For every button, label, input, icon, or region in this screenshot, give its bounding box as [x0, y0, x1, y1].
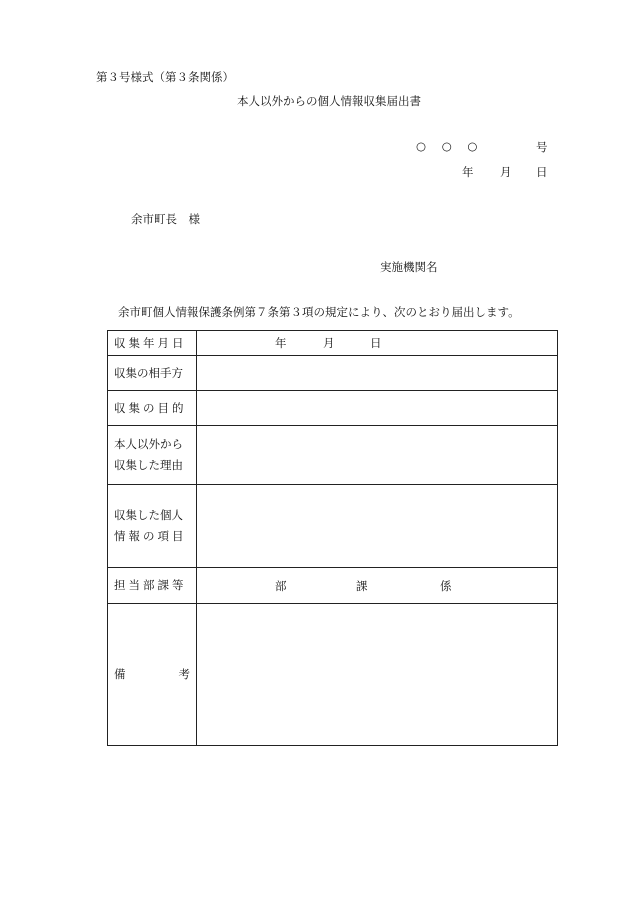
counterpart-field[interactable] — [197, 356, 558, 391]
items-label — [108, 485, 197, 568]
reason-label-line2: 収集した理由 — [114, 458, 183, 472]
field-day-label: 日 — [370, 336, 382, 350]
date-day-label: 日 — [536, 165, 548, 179]
row-remarks — [108, 604, 558, 746]
purpose-field[interactable] — [197, 391, 558, 426]
row-collection-date — [108, 331, 558, 356]
date-month-label: 月 — [500, 165, 512, 179]
row-counterpart — [108, 356, 558, 391]
items-label-line1: 収集した個人 — [114, 508, 183, 522]
field-year-label: 年 — [275, 336, 287, 350]
collection-date-field[interactable] — [197, 331, 558, 356]
reference-number-suffix: 号 — [536, 140, 548, 154]
department-field[interactable] — [197, 568, 558, 604]
reason-field[interactable] — [197, 426, 558, 485]
date-year-label: 年 — [462, 165, 474, 179]
statement-text: 余市町個人情報保護条例第７条第３項の規定により、次のとおり届出します。 — [118, 305, 520, 319]
items-field[interactable] — [197, 485, 558, 568]
row-department — [108, 568, 558, 604]
row-purpose — [108, 391, 558, 426]
field-bu-label: 部 — [275, 578, 287, 593]
row-reason — [108, 426, 558, 485]
field-month-label: 月 — [323, 336, 335, 350]
form-number-label: 第３号様式（第３条関係） — [96, 70, 234, 84]
remarks-label-left: 備 — [114, 667, 126, 681]
addressee: 余市町長 様 — [131, 212, 200, 226]
agency-name-label: 実施機関名 — [380, 260, 438, 274]
counterpart-label: 収集の相手方 — [108, 356, 197, 391]
purpose-label: 収集の目的 — [108, 391, 197, 426]
collection-date-label: 収集年月日 — [108, 331, 197, 356]
reason-label-line1: 本人以外から — [114, 437, 183, 451]
reference-number-placeholder: ○ ○ ○ — [416, 139, 484, 153]
remarks-label-right: 考 — [178, 667, 190, 681]
document-title: 本人以外からの個人情報収集届出書 — [237, 94, 421, 108]
field-kakari-label: 係 — [440, 578, 452, 593]
remarks-field[interactable] — [197, 604, 558, 746]
department-label: 担当部課等 — [108, 568, 197, 604]
items-label-line2: 情報の項目 — [114, 529, 187, 543]
row-items — [108, 485, 558, 568]
form-table — [107, 330, 558, 746]
remarks-label — [108, 604, 197, 746]
reason-label — [108, 426, 197, 485]
field-ka-label: 課 — [356, 578, 368, 593]
